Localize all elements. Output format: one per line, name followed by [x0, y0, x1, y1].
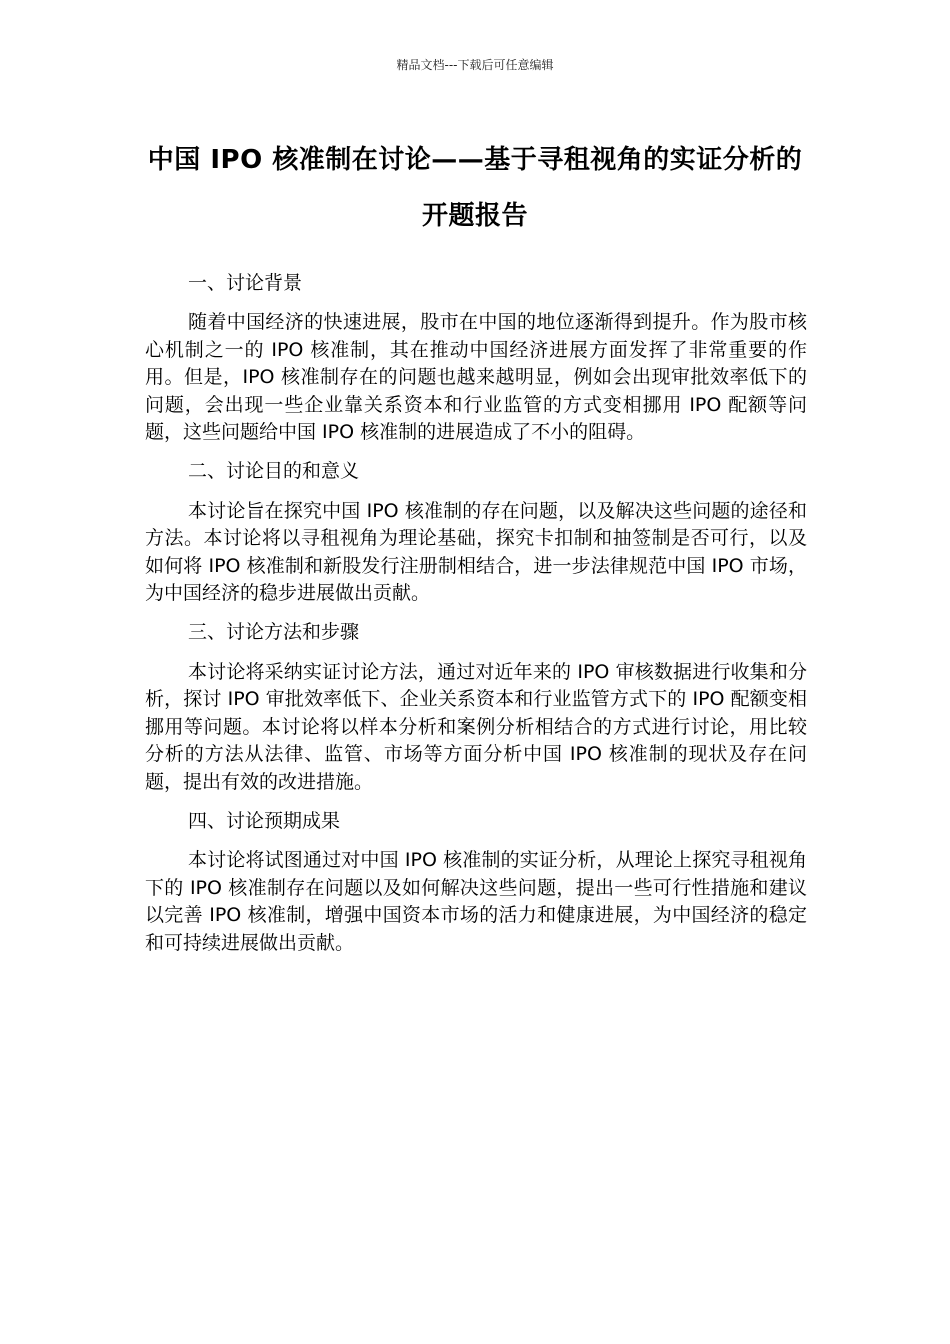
section-paragraph-purpose: 本讨论旨在探究中国 IPO 核准制的存在问题，以及解决这些问题的途径和方法。本讨论将以寻租视角为理论基础，探究卡扣制和抽签制是否可行，以及如何将 IPO 核准制和新股发行注册制相结合，进一步法律规范中国 IPO 市场，为中国经济的稳步进展做出贡献。 — [145, 499, 807, 605]
section-heading-expected-results: 四、讨论预期成果 — [188, 809, 341, 832]
section-paragraph-method: 本讨论将采纳实证讨论方法，通过对近年来的 IPO 审核数据进行收集和分析，探讨 IPO 审批效率低下、企业关系资本和行业监管方式下的 IPO 配额变相挪用等问题。本讨论将以样本分析和案例分析相结合的方式进行讨论，用比较分析的方法从法律、监管、市场等方面分析中国 IPO 核准制的现状及存在问题，提出有效的改进措施。 — [145, 660, 807, 793]
section-paragraph-background: 随着中国经济的快速进展，股市在中国的地位逐渐得到提升。作为股市核心机制之一的 IPO 核准制，其在推动中国经济进展方面发挥了非常重要的作用。但是，IPO 核准制存在的问题也越来越明显，例如会出现审批效率低下的问题，会出现一些企业靠关系资本和行业监管的方式变相挪用 IPO 配额等问题，这些问题给中国 IPO 核准制的进展造成了不小的阻碍。 — [145, 311, 807, 444]
section-heading-purpose: 二、讨论目的和意义 — [188, 460, 360, 483]
document-body — [145, 270, 807, 969]
section-heading-method: 三、讨论方法和步骤 — [188, 621, 360, 644]
document-title: 中国 IPO 核准制在讨论——基于寻租视角的实证分析的开题报告 — [147, 145, 803, 231]
section-paragraph-expected-results: 本讨论将试图通过对中国 IPO 核准制的实证分析，从理论上探究寻租视角下的 IPO 核准制存在问题以及如何解决这些问题，提出一些可行性措施和建议以完善 IPO 核准制，增强中国资本市场的活力和健康进展，为中国经济的稳定和可持续进展做出贡献。 — [145, 849, 807, 954]
section-heading-background: 一、讨论背景 — [188, 272, 303, 294]
page-header-note: 精品文档---下载后可任意编辑 — [396, 58, 554, 72]
